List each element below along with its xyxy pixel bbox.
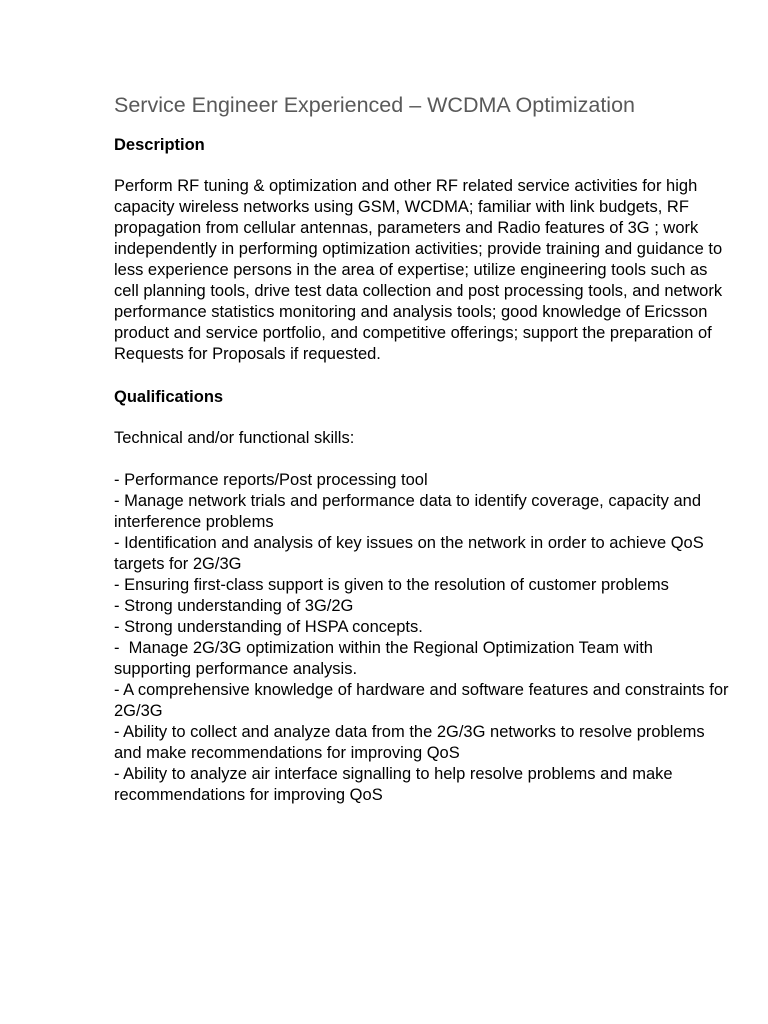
- description-heading: Description: [114, 136, 205, 154]
- list-item: - Manage network trials and performance data to identify coverage, capacity and interference problems: [114, 492, 706, 531]
- list-item: - Manage 2G/3G optimization within the Regional Optimization Team with supporting performance analysis.: [114, 639, 658, 678]
- list-item: - Performance reports/Post processing tool: [114, 471, 428, 489]
- list-item: - Strong understanding of 3G/2G: [114, 597, 354, 615]
- qualifications-heading: Qualifications: [114, 388, 224, 406]
- list-item: - Ensuring first-class support is given to the resolution of customer problems: [114, 576, 669, 594]
- list-item: - Ability to analyze air interface signalling to help resolve problems and make recommendations for improving QoS: [114, 765, 678, 804]
- skills-list: [114, 470, 734, 806]
- list-item: - Identification and analysis of key issues on the network in order to achieve QoS targets for 2G/3G: [114, 534, 709, 573]
- document-title: Service Engineer Experienced – WCDMA Optimization: [114, 93, 635, 117]
- list-item: - Ability to collect and analyze data from the 2G/3G networks to resolve problems and make recommendations for improving QoS: [114, 723, 710, 762]
- description-body: Perform RF tuning & optimization and other RF related service activities for high capacity wireless networks using GSM, WCDMA; familiar with link budgets, RF propagation from cellular antennas, parameters and Radio features of 3G ; work independently in performing optimization activities; provide training and guidance to less experience persons in the area of expertise; utilize engineering tools such as cell planning tools, drive test data collection and post processing tools, and network performance statistics monitoring and analysis tools; good knowledge of Ericsson product and service portfolio, and competitive offerings; support the preparation of Requests for Proposals if requested.: [114, 177, 723, 363]
- document-page: [114, 92, 734, 806]
- list-item: - Strong understanding of HSPA concepts.: [114, 618, 423, 636]
- skills-intro: Technical and/or functional skills:: [114, 429, 355, 447]
- list-item: - A comprehensive knowledge of hardware and software features and constraints for 2G/3G: [114, 681, 734, 720]
